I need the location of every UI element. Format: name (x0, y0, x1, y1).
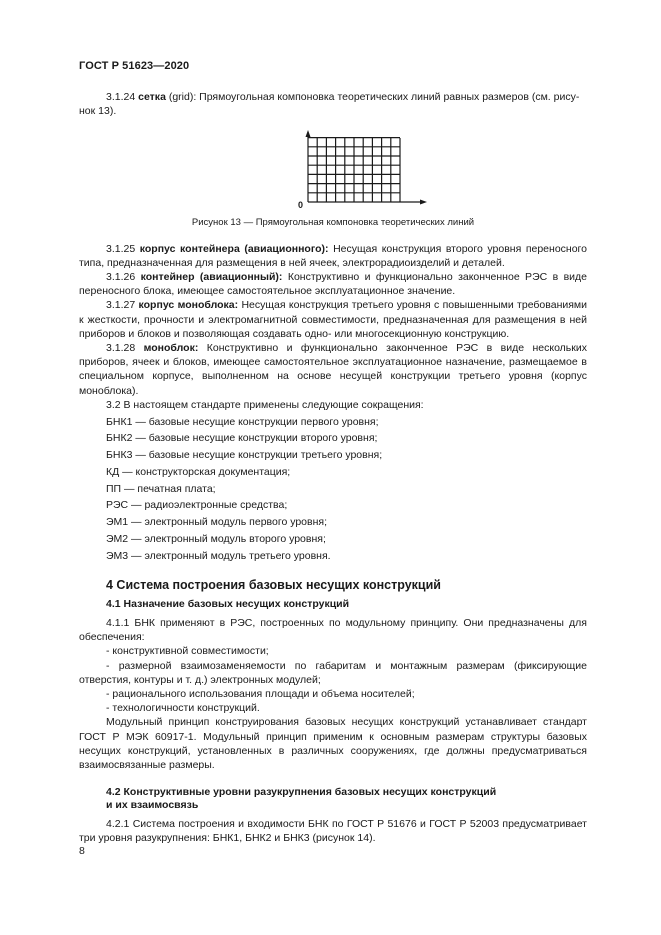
definition-continuation: нок 13). (79, 105, 117, 118)
list-item: - размерной взаимозаменяемости по габаритам и монтажным размерам (фиксирующие отверстия, контуры и т. д.) электронных модулей; (79, 659, 587, 686)
page-number: 8 (79, 845, 85, 857)
term: сетка (138, 91, 166, 103)
abbreviation-list (79, 415, 587, 563)
paragraph-3-1-25 (79, 242, 587, 270)
definition: (grid): Прямоугольная компоновка теоретических линий равных размеров (см. рису- (165, 91, 580, 103)
clause-number: 3.1.27 (106, 299, 139, 312)
term: корпус моноблока: (138, 299, 239, 312)
heading-line: 4.2 Конструктивные уровни разукрупнения базовых несущих конструкций (106, 786, 497, 799)
section-4-1-heading: 4.1 Назначение базовых несущих конструкций (106, 597, 350, 610)
x-axis-arrow (420, 200, 427, 205)
list-item: ЭМ1 — электронный модуль первого уровня; (106, 516, 327, 529)
list-item: ПП — печатная плата; (106, 482, 216, 495)
list-item: - конструктивной совместимости; (106, 645, 269, 658)
paragraph-4-2-1: 4.2.1 Система построения и входимости БНК по ГОСТ Р 51676 и ГОСТ Р 52003 предусматривает три уровня разукрупнения: БНК1, БНК2 и БНК3 (рисунок 14). (79, 818, 587, 845)
clause-number: 3.1.24 (106, 91, 139, 103)
paragraph-modular-principle: Модульный принцип конструирования базовых несущих конструкций устанавливает стандарт ГОСТ Р МЭК 60917-1. Модульный принцип применим к основным размерам структуры базовых несущих конструкций, установленных в различных сооружениях, где должны предусматриваться взаимосвязанные размеры. (79, 716, 587, 771)
list-item: РЭС — радиоэлектронные средства; (106, 499, 288, 512)
section-4-heading: 4 Система построения базовых несущих конструкций (106, 577, 441, 592)
paragraph-3-1-26 (79, 270, 587, 298)
list-item: БНК1 — базовые несущие конструкции первого уровня; (106, 415, 379, 428)
list-item: ЭМ2 — электронный модуль второго уровня; (106, 532, 326, 545)
clause-number: 3.1.26 (106, 271, 141, 284)
definition: Конструктивно и функционально законченное РЭС в виде переносного блока, имеющее самостоятельное эксплуатационное значение. (79, 271, 587, 298)
term: моноблок: (143, 342, 199, 355)
list-item: БНК2 — базовые несущие конструкции второго уровня; (106, 432, 378, 445)
paragraph-3-1-28 (79, 341, 587, 398)
definition: Конструктивно и функционально законченное РЭС в виде нескольких приборов, ячеек и блоков, имеющее самостоятельное эксплуатационное назначение, размещаемое в специальном корпусе, выполненном на основе несущей конструкции третьего уровня (корпус моноблока). (79, 342, 587, 397)
definition: Несущая конструкция третьего уровня с повышенными требованиями к жесткости, прочности и электромагнитной совместимости, предназначенная для размещения в ней приборов и блоков и позволяющая создавать одно- или многосекционную конструкцию. (79, 299, 587, 340)
paragraph-3-1-24 (79, 90, 587, 118)
clause-number: 3.1.28 (106, 342, 144, 355)
list-item: КД — конструкторская документация; (106, 465, 291, 478)
document-header: ГОСТ Р 51623—2020 (79, 60, 190, 72)
page-content (79, 90, 587, 846)
term: корпус контейнера (авиационного): (139, 242, 329, 255)
term: контейнер (авиационный): (140, 271, 283, 284)
y-axis-arrow (306, 130, 311, 137)
paragraph-3-2: 3.2 В настоящем стандарте применены следующие сокращения: (106, 398, 424, 411)
list-item: ЭМ3 — электронный модуль третьего уровня. (106, 549, 331, 562)
list-item: - рационального использования площади и объема носителей; (106, 687, 415, 700)
heading-line: и их взаимосвязь (106, 799, 199, 812)
grid-figure (294, 130, 434, 210)
origin-label: 0 (298, 200, 304, 211)
clause-number: 3.1.25 (106, 242, 140, 255)
grid-lines (308, 138, 400, 202)
definition: Несущая конструкция второго уровня переносного типа, предназначенная для размещения в ней ячеек, электрорадиоизделий и деталей. (79, 242, 587, 269)
list-item: - технологичности конструкций. (106, 702, 260, 715)
paragraph-4-1-1: 4.1.1 БНК применяют в РЭС, построенных по модульному принципу. Они предназначены для обеспечения: (79, 616, 587, 644)
list-item: БНК3 — базовые несущие конструкции третьего уровня; (106, 449, 383, 462)
figure-caption: Рисунок 13 — Прямоугольная компоновка теоретических линий (191, 217, 475, 229)
section-4-2-heading (106, 786, 587, 812)
paragraph-3-1-27 (79, 298, 587, 341)
